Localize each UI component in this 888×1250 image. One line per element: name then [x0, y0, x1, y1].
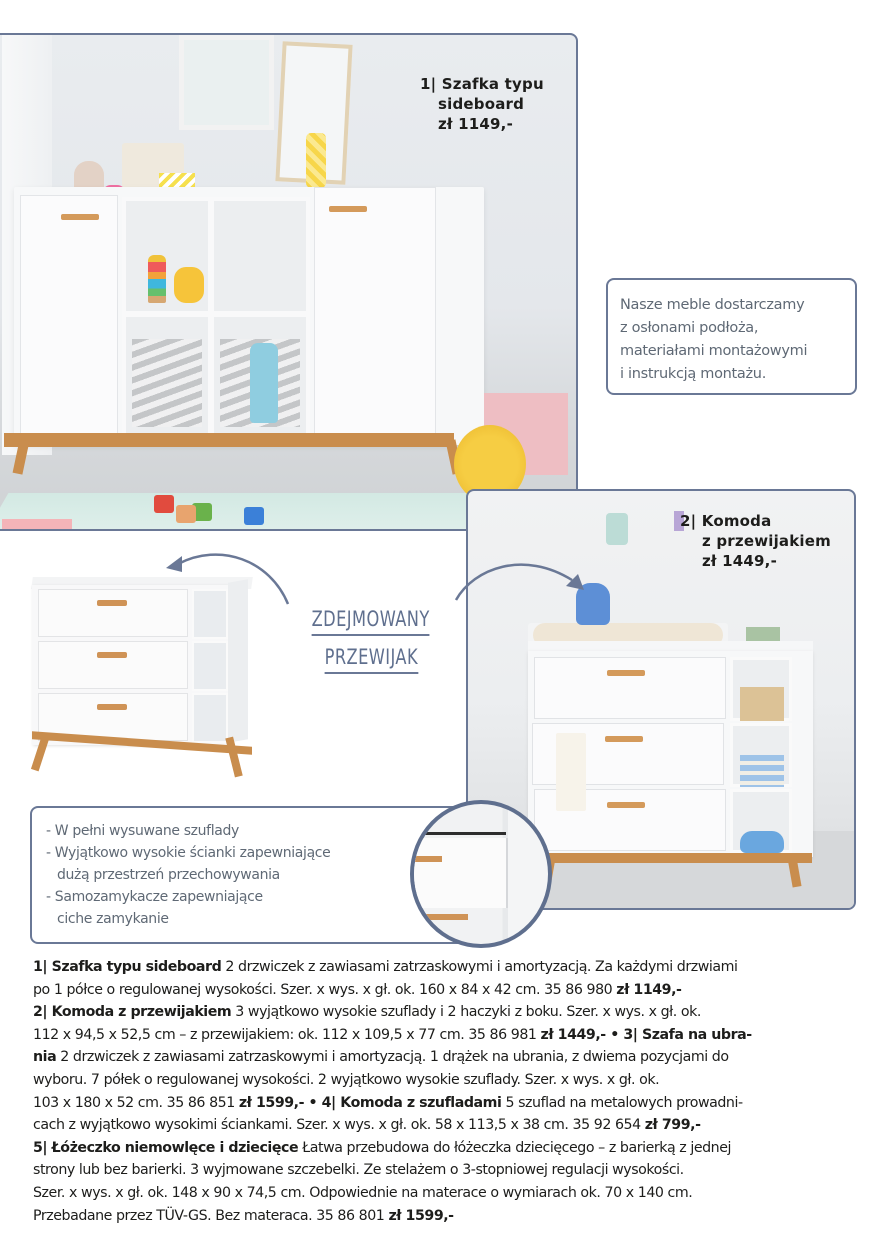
product-2-name: Komoda — [701, 512, 772, 530]
info-line: materiałami montażowymi — [620, 343, 808, 359]
feature-item — [46, 820, 474, 842]
curved-arrow-right-icon — [454, 556, 594, 616]
drawer — [534, 657, 726, 719]
desc-text: 5 szuflad na metalowych prowadni- — [501, 1094, 743, 1111]
product-2-number: 2| — [680, 512, 697, 530]
rug-stripe — [2, 519, 72, 529]
feature-text: - W pełni wysuwane szuflady — [46, 823, 239, 839]
sideboard-door-left — [20, 195, 118, 435]
desc-text: Łatwa przebudowa do łóżeczka dziecięcego – z barierką z jednej — [298, 1139, 731, 1156]
product-2-name-cont: z przewijakiem — [702, 532, 831, 550]
drawer-gap — [414, 832, 506, 835]
desc-text: 103 x 180 x 52 cm. 35 86 851 — [33, 1094, 239, 1111]
changing-dresser — [528, 641, 813, 879]
desc-line — [33, 1001, 863, 1024]
wood-handle — [329, 206, 367, 212]
product-1-price: zł 1149,- — [438, 115, 513, 133]
wooden-box — [740, 687, 784, 721]
open-cube — [122, 313, 212, 437]
feature-text: - Wyjątkowo wysokie ścianki zapewniające — [46, 845, 331, 861]
headline-line-1: ZDEJMOWANY — [312, 606, 430, 636]
feature-item — [46, 886, 474, 930]
desc-line — [33, 956, 863, 979]
curved-arrow-left-icon — [160, 540, 300, 610]
giraffe-toy — [306, 133, 326, 188]
chevron-basket — [132, 339, 202, 427]
hanging-mobile — [606, 513, 628, 545]
info-line: Nasze meble dostarczamy — [620, 297, 805, 313]
wood-handle — [97, 704, 127, 710]
desc-text: 3 wyjątkowo wysokie szuflady i 2 haczyki z boku. Szer. x wys. x gł. ok. — [231, 1004, 701, 1021]
wood-handle — [61, 214, 99, 220]
wood-base — [4, 433, 454, 447]
product-1-title: 1| Szafka typu sideboard — [33, 959, 222, 975]
headline-line-2: PRZEWIJAK — [324, 644, 417, 674]
feature-text-cont: dużą przestrzeń przechowywania — [57, 867, 280, 883]
open-cube — [210, 313, 310, 437]
play-rug — [0, 493, 488, 531]
wood-handle — [605, 736, 643, 742]
feature-text-cont: ciche zamykanie — [57, 911, 169, 927]
wood-base — [542, 853, 812, 863]
product-5-price-text: zł 1599,- — [388, 1207, 454, 1224]
delivery-info-box — [606, 278, 857, 395]
drawer — [38, 641, 188, 689]
desc-line — [33, 1159, 863, 1182]
product-5-title: 5| Łóżeczko niemowlęce i dziecięce — [33, 1139, 299, 1156]
wood-handle — [414, 856, 442, 862]
desc-line — [33, 1205, 863, 1228]
desc-line — [33, 1114, 863, 1137]
removable-changer-headline — [297, 606, 445, 682]
desc-line — [33, 979, 863, 1002]
product-1-label — [420, 74, 544, 134]
desc-text: po 1 półce o regulowanej wysokości. Szer. x wys. x gł. ok. 160 x 84 x 42 cm. 35 86 980 — [33, 981, 617, 998]
drawer-detail-circle — [410, 800, 552, 948]
product-2-label — [680, 511, 831, 571]
product-2-price-text: zł 1449,- • 3| Szafa na ubra- — [540, 1026, 752, 1043]
wall-picture-frame — [179, 35, 274, 130]
desc-line — [33, 1069, 863, 1092]
desc-text: wyboru. 7 półek o regulowanej wysokości. 2 wyjątkowo wysokie szuflady. Szer. x wys. x gł. ok. — [33, 1071, 660, 1088]
product-description — [33, 956, 863, 1227]
wood-handle — [97, 600, 127, 606]
desc-text: Przebadane przez TÜV-GS. Bez materaca. 35 86 801 — [33, 1207, 389, 1224]
product-1-name-cont: sideboard — [438, 95, 525, 113]
towel — [556, 733, 586, 811]
desc-text: 112 x 94,5 x 52,5 cm – z przewijakiem: ok. 112 x 109,5 x 77 cm. 35 86 981 — [33, 1026, 541, 1043]
desc-line — [33, 1024, 863, 1047]
desc-line — [33, 1092, 863, 1115]
dresser-body — [528, 651, 813, 857]
floor-toys — [154, 495, 174, 513]
info-line: i instrukcją montażu. — [620, 366, 767, 382]
product-3-price-product-4-title: zł 1599,- • 4| Komoda z szufladami — [238, 1094, 502, 1111]
product-1-number: 1| — [420, 75, 437, 93]
wood-leg — [225, 737, 242, 778]
open-cube — [210, 197, 310, 315]
wood-handle — [424, 914, 468, 920]
wood-handle — [97, 652, 127, 658]
desc-text: Szer. x wys. x gł. ok. 148 x 90 x 74,5 cm. Odpowiednie na materace o wymiarach ok. 70 x 140 cm. — [33, 1184, 693, 1201]
product-3-title-cont: nia — [33, 1049, 57, 1066]
desc-line — [33, 1182, 863, 1205]
desc-text: 2 drzwiczek z zawiasami zatrzaskowymi i amortyzacją. 1 drążek na ubrania, z dwiema pozycjami do — [56, 1049, 729, 1066]
duck-toy — [174, 267, 204, 303]
desc-text: 2 drzwiczek z zawiasami zatrzaskowymi i amortyzacją. Za każdymi drzwiami — [221, 959, 738, 975]
desc-line — [33, 1046, 863, 1069]
desc-text: strony lub bez barierki. 3 wyjmowane szczebelki. Ze stelażem o 3-stopniowej regulacji wysokości. — [33, 1162, 684, 1179]
stacking-ring-toy — [148, 255, 166, 303]
blanket — [250, 343, 278, 423]
product-4-price-text: zł 799,- — [644, 1117, 701, 1134]
product-1-name: Szafka typu — [441, 75, 544, 93]
product-2-title: 2| Komoda z przewijakiem — [33, 1004, 232, 1021]
wood-handle — [607, 670, 645, 676]
info-line: z osłonami podłoża, — [620, 320, 759, 336]
folded-clothes — [740, 755, 784, 787]
open-shelf — [192, 693, 228, 743]
wood-handle — [607, 802, 645, 808]
drawer-side-wall — [414, 838, 508, 908]
feature-text: - Samozamykacze zapewniające — [46, 889, 263, 905]
product-2-price: zł 1449,- — [702, 552, 777, 570]
desc-line — [33, 1137, 863, 1160]
open-shelf — [192, 641, 228, 691]
cloud-toy — [740, 831, 784, 853]
product-1-price-text: zł 1149,- — [616, 981, 682, 998]
desc-text: cach z wyjątkowo wysokimi ściankami. Szer. x wys. x gł. ok. 58 x 113,5 x 38 cm. 35 92 654 — [33, 1117, 645, 1134]
sideboard-door-right — [314, 187, 436, 439]
open-cube — [122, 197, 212, 315]
sideboard-furniture — [14, 187, 484, 445]
